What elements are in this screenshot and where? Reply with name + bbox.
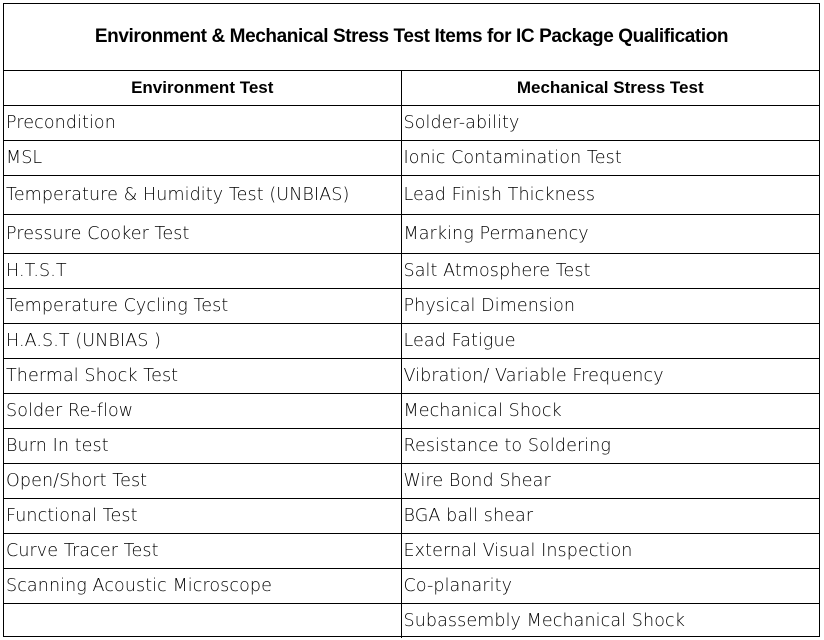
column-header-mechanical-stress-test: Mechanical Stress Test (401, 71, 819, 106)
environment-test-cell: Open/Short Test (4, 464, 401, 499)
mechanical-stress-test-cell: Solder-ability (401, 106, 819, 141)
mechanical-stress-test-cell: Physical Dimension (401, 289, 819, 324)
table-row (4, 429, 819, 464)
table-title: Environment & Mechanical Stress Test Items for IC Package Qualification (4, 4, 819, 71)
environment-test-cell: Functional Test (4, 499, 401, 534)
header-row (4, 71, 819, 106)
mechanical-stress-test-cell: Co-planarity (401, 569, 819, 604)
mechanical-stress-test-cell: Resistance to Soldering (401, 429, 819, 464)
mechanical-stress-test-cell: Ionic Contamination Test (401, 141, 819, 176)
environment-test-cell: H.T.S.T (4, 254, 401, 289)
mechanical-stress-test-cell: Vibration/ Variable Frequency (401, 359, 819, 394)
mechanical-stress-test-cell: Marking Permanency (401, 215, 819, 254)
environment-test-cell: Scanning Acoustic Microscope (4, 569, 401, 604)
environment-test-cell: Precondition (4, 106, 401, 141)
table-row (4, 464, 819, 499)
environment-test-cell: Temperature & Humidity Test (UNBIAS) (4, 176, 401, 215)
mechanical-stress-test-cell: Subassembly Mechanical Shock (403, 611, 685, 631)
table-row (4, 394, 819, 429)
mechanical-stress-test-cell: BGA ball shear (401, 499, 819, 534)
table-row (4, 604, 819, 639)
environment-test-cell: Temperature Cycling Test (4, 289, 401, 324)
environment-test-cell: H.A.S.T (UNBIAS ) (4, 324, 401, 359)
mechanical-stress-test-cell: Lead Finish Thickness (401, 176, 819, 215)
table-row (4, 289, 819, 324)
environment-test-cell: Thermal Shock Test (4, 359, 401, 394)
table-row (4, 499, 819, 534)
test-items-table (4, 71, 819, 638)
table-row (4, 534, 819, 569)
environment-test-cell: MSL (4, 141, 401, 176)
table-row (4, 106, 819, 141)
table-row (4, 254, 819, 289)
mechanical-stress-test-cell: Mechanical Shock (401, 394, 819, 429)
environment-test-cell: Burn In test (4, 429, 401, 464)
table-body (4, 106, 819, 639)
environment-test-cell: Curve Tracer Test (4, 534, 401, 569)
table-row (4, 141, 819, 176)
environment-test-cell: Pressure Cooker Test (4, 215, 401, 254)
column-header-environment-test: Environment Test (4, 71, 401, 106)
environment-test-cell (4, 604, 401, 639)
table-row (4, 176, 819, 215)
qualification-table-sheet (3, 3, 820, 637)
table-row (4, 569, 819, 604)
table-row (4, 359, 819, 394)
mechanical-stress-test-cell: Salt Atmosphere Test (401, 254, 819, 289)
mechanical-stress-test-cell: Wire Bond Shear (401, 464, 819, 499)
mechanical-stress-test-cell: Lead Fatigue (401, 324, 819, 359)
mechanical-stress-test-cell: External Visual Inspection (401, 534, 819, 569)
table-row (4, 215, 819, 254)
table-row (4, 324, 819, 359)
environment-test-cell: Solder Re-flow (4, 394, 401, 429)
